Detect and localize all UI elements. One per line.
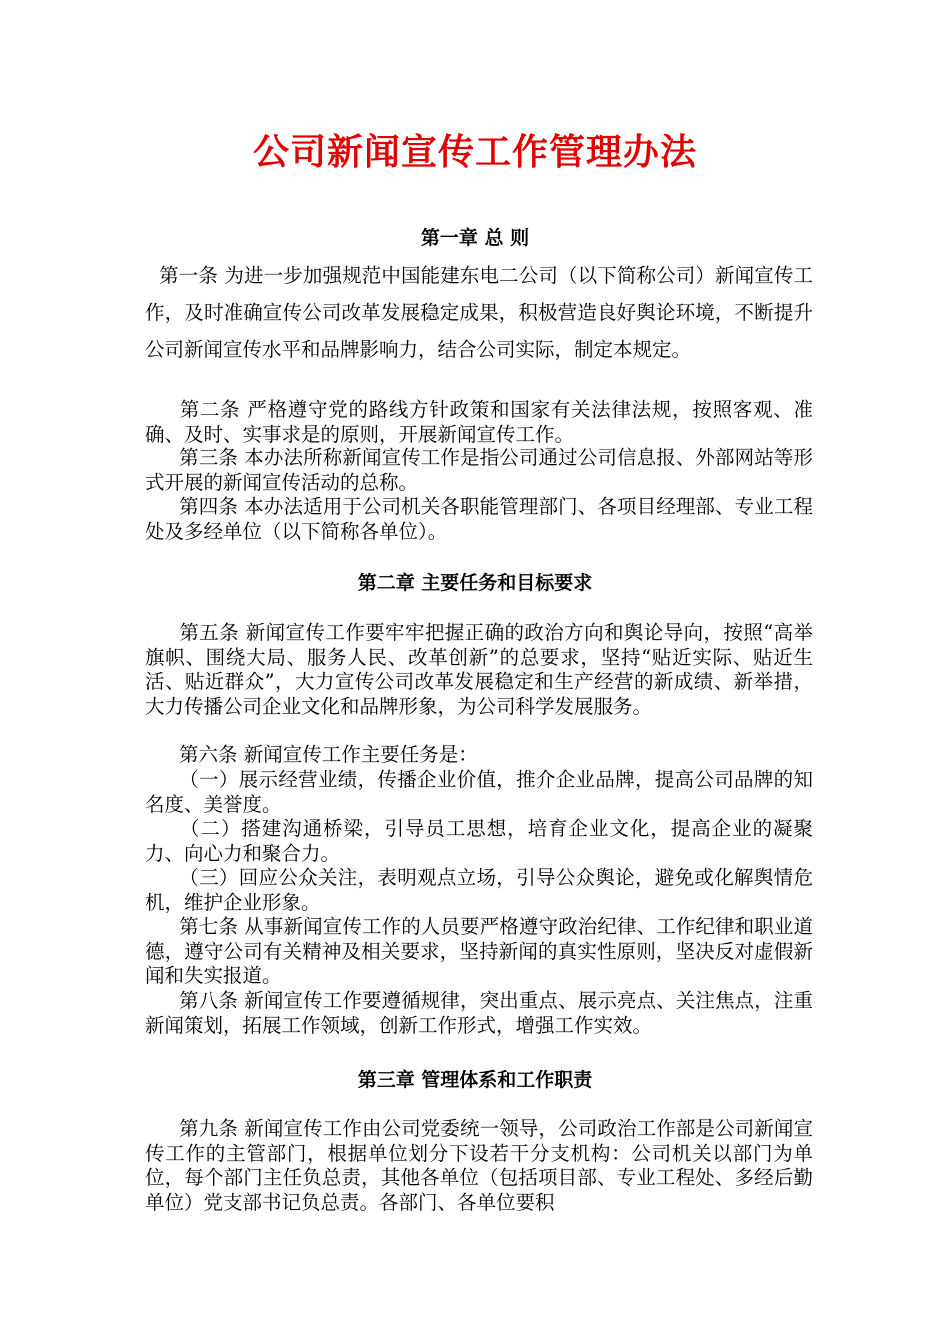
article-6-item-2-text: （二）搭建沟通桥梁，引导员工思想，培育企业文化，提高企业的凝聚力、向心力和聚合力。 xyxy=(145,817,813,865)
document-title: 公司新闻宣传工作管理办法 xyxy=(252,131,697,173)
article-8 xyxy=(145,989,813,1038)
article-6-item-3-text: （三）回应公众关注，表明观点立场，引导公众舆论，避免或化解舆情危机，维护企业形象。 xyxy=(145,866,813,914)
article-3-text: 第三条 本办法所称新闻宣传工作是指公司通过公司信息报、外部网站等形式开展的新闻宣传活动的总称。 xyxy=(145,446,813,494)
article-6 xyxy=(145,743,813,768)
article-7-text: 第七条 从事新闻宣传工作的人员要严格遵守政治纪律、工作纪律和职业道德，遵守公司有关精神及相关要求，坚持新闻的真实性原则，坚决反对虚假新闻和失实报道。 xyxy=(145,915,813,987)
article-4-text: 第四条 本办法适用于公司机关各职能管理部门、各项目经理部、专业工程处及多经单位（以下简称各单位）。 xyxy=(145,495,813,543)
article-7 xyxy=(145,915,813,989)
chapter-3-heading: 第三章 管理体系和工作职责 xyxy=(357,1069,593,1091)
article-1-text: 第一条 为进一步加强规范中国能建东电二公司（以下简称公司）新闻宣传工作，及时准确宣传公司改革发展稳定成果，积极营造良好舆论环境，不断提升公司新闻宣传水平和品牌影响力，结合公司实际，制定本规定。 xyxy=(145,264,813,361)
article-5 xyxy=(145,621,813,719)
article-8-text: 第八条 新闻宣传工作要遵循规律，突出重点、展示亮点、关注焦点，注重新闻策划，拓展工作领域，创新工作形式，增强工作实效。 xyxy=(145,989,813,1037)
article-1 xyxy=(145,257,813,368)
article-2 xyxy=(145,398,813,447)
article-9-text: 第九条 新闻宣传工作由公司党委统一领导，公司政治工作部是公司新闻宣传工作的主管部门，根据单位划分下设若干分支机构：公司机关以部门为单位，每个部门主任负总责，其他各单位（包括项目部、专业工程处、多经后勤单位）党支部书记负总责。各部门、各单位要积 xyxy=(145,1117,813,1214)
article-6-item-3 xyxy=(145,866,813,915)
article-6-text: 第六条 新闻宣传工作主要任务是： xyxy=(179,743,478,766)
chapter-2-heading: 第二章 主要任务和目标要求 xyxy=(357,572,593,594)
article-4 xyxy=(145,495,813,544)
article-6-item-1-text: （一）展示经营业绩，传播企业价值，推介企业品牌，提高公司品牌的知名度、美誉度。 xyxy=(145,768,813,816)
chapter-1-heading: 第一章 总 则 xyxy=(420,227,530,249)
article-9 xyxy=(145,1117,813,1215)
article-6-item-2 xyxy=(145,817,813,866)
article-2-text: 第二条 严格遵守党的路线方针政策和国家有关法律法规，按照客观、准确、及时、实事求是的原则，开展新闻宣传工作。 xyxy=(145,398,813,446)
article-6-item-1 xyxy=(145,768,813,817)
article-5-text: 第五条 新闻宣传工作要牢牢把握正确的政治方向和舆论导向，按照“高举旗帜、围绕大局、服务人民、改革创新”的总要求，坚持“贴近实际、贴近生活、贴近群众”，大力宣传公司改革发展稳定和生产经营的新成绩、新举措，大力传播公司企业文化和品牌形象，为公司科学发展服务。 xyxy=(145,621,813,718)
article-3 xyxy=(145,446,813,495)
